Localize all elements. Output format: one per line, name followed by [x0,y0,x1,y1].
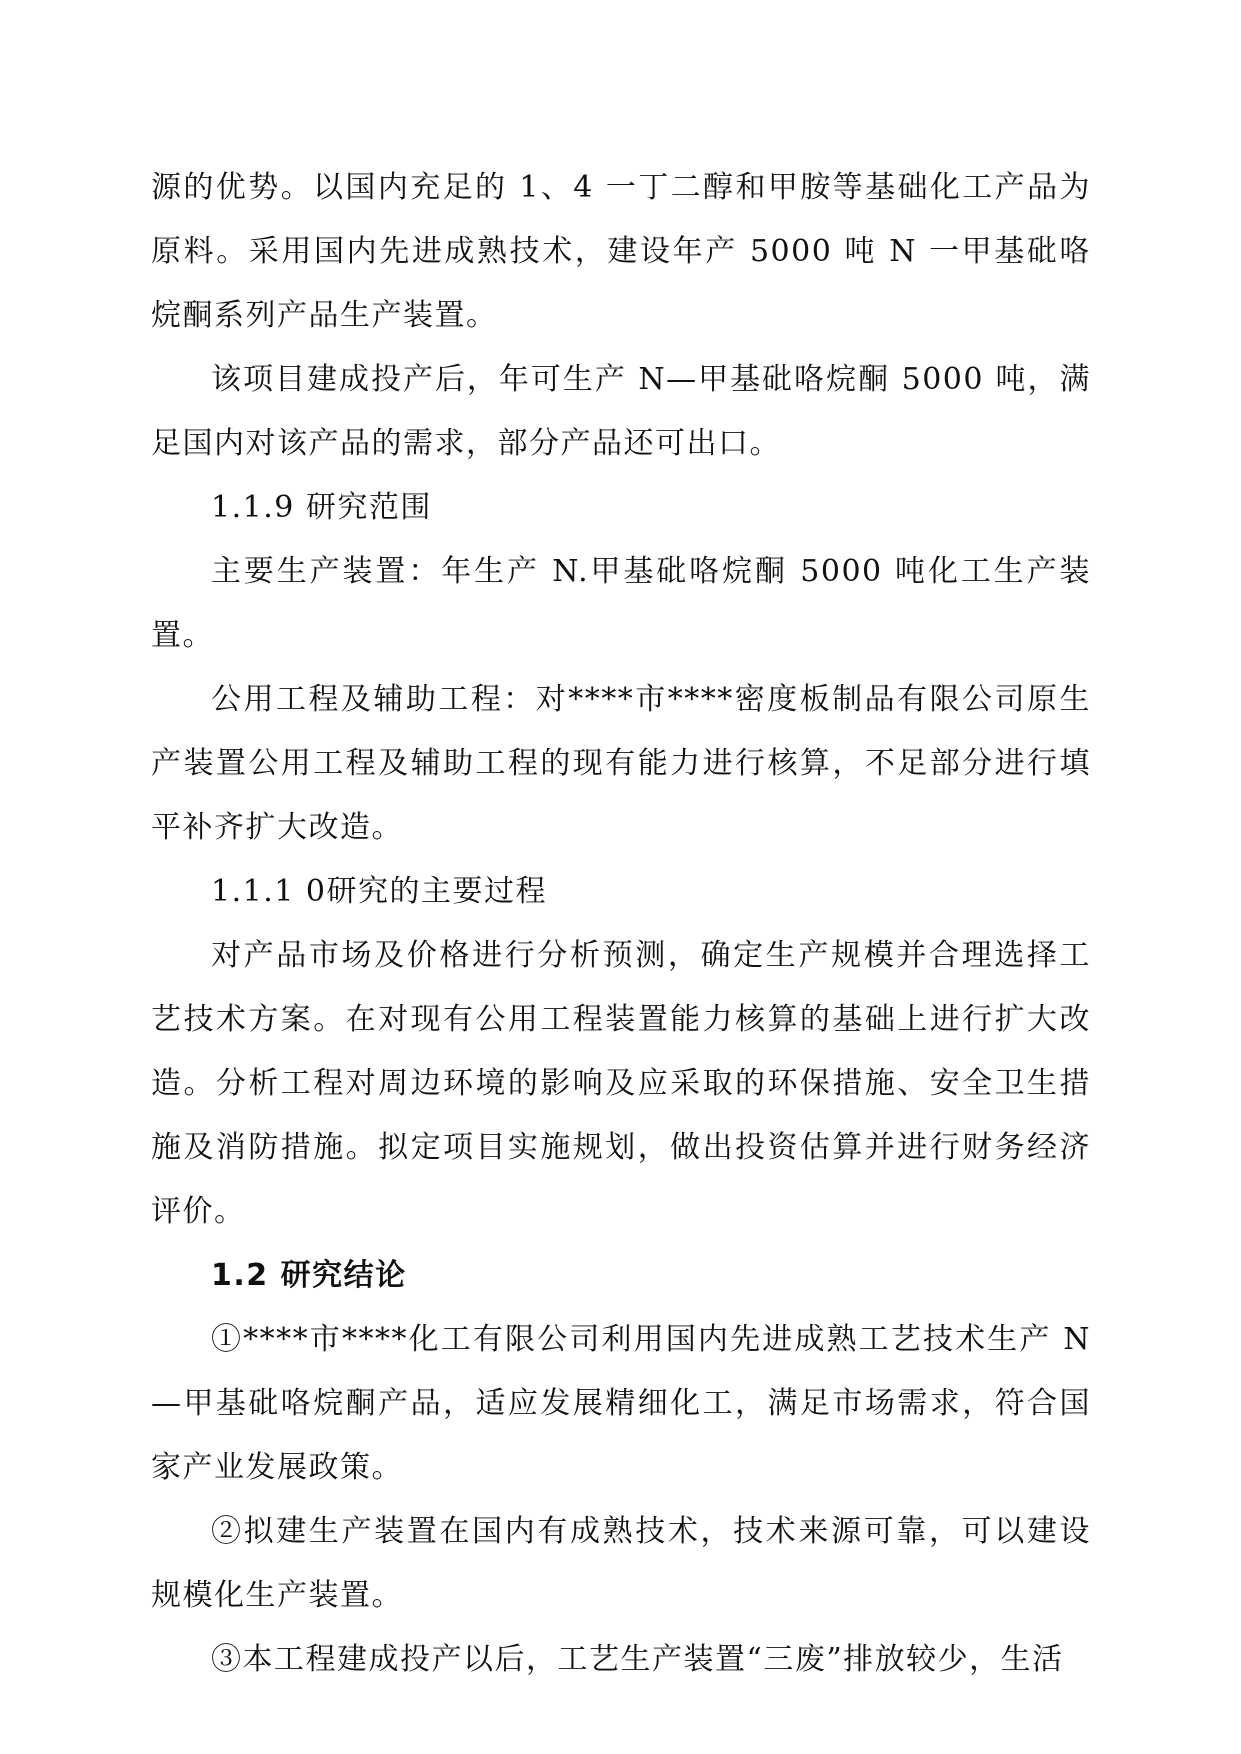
conclusion-item-1: ①****市****化工有限公司利用国内先进成熟工艺技术生产 N—甲基砒咯烷酮产品，适应发展精细化工，满足市场需求，符合国家产业发展政策。 [151,1322,1091,1485]
paragraph-raw-material: 源的优势。以国内充足的 1、4 一丁二醇和甲胺等基础化工产品为原料。采用国内先进成熟技术，建设年产 5000 吨 N 一甲基砒咯烷酮系列产品生产装置。 [151,170,1091,333]
conclusion-item-3: ③本工程建成投产以后，工艺生产装置“三废”排放较少，生活 [211,1642,1064,1677]
paragraph-production-capacity: 该项目建成投产后，年可生产 N—甲基砒咯烷酮 5000 吨，满足国内对该产品的需求，部分产品还可出口。 [151,362,1091,461]
conclusion-item-2: ②拟建生产装置在国内有成熟技术，技术来源可靠，可以建设规模化生产装置。 [151,1514,1091,1613]
paragraph-utilities: 公用工程及辅助工程：对****市****密度板制品有限公司原生产装置公用工程及辅助工程的现有能力进行核算，不足部分进行填平补齐扩大改造。 [151,682,1091,845]
document-body [151,156,1091,1692]
section-title-research-process: 1.1.1 0研究的主要过程 [211,874,547,909]
paragraph-research-process: 对产品市场及价格进行分析预测，确定生产规模并合理选择工艺技术方案。在对现有公用工程装置能力核算的基础上进行扩大改造。分析工程对周边环境的影响及应采取的环保措施、安全卫生措施及消防措施。拟定项目实施规划，做出投资估算并进行财务经济评价。 [151,938,1091,1229]
paragraph-main-facility: 主要生产装置：年生产 N.甲基砒咯烷酮 5000 吨化工生产装置。 [151,554,1091,653]
section-title-research-scope: 1.1.9 研究范围 [211,490,432,525]
section-heading-conclusions: 1.2 研究结论 [211,1258,407,1293]
